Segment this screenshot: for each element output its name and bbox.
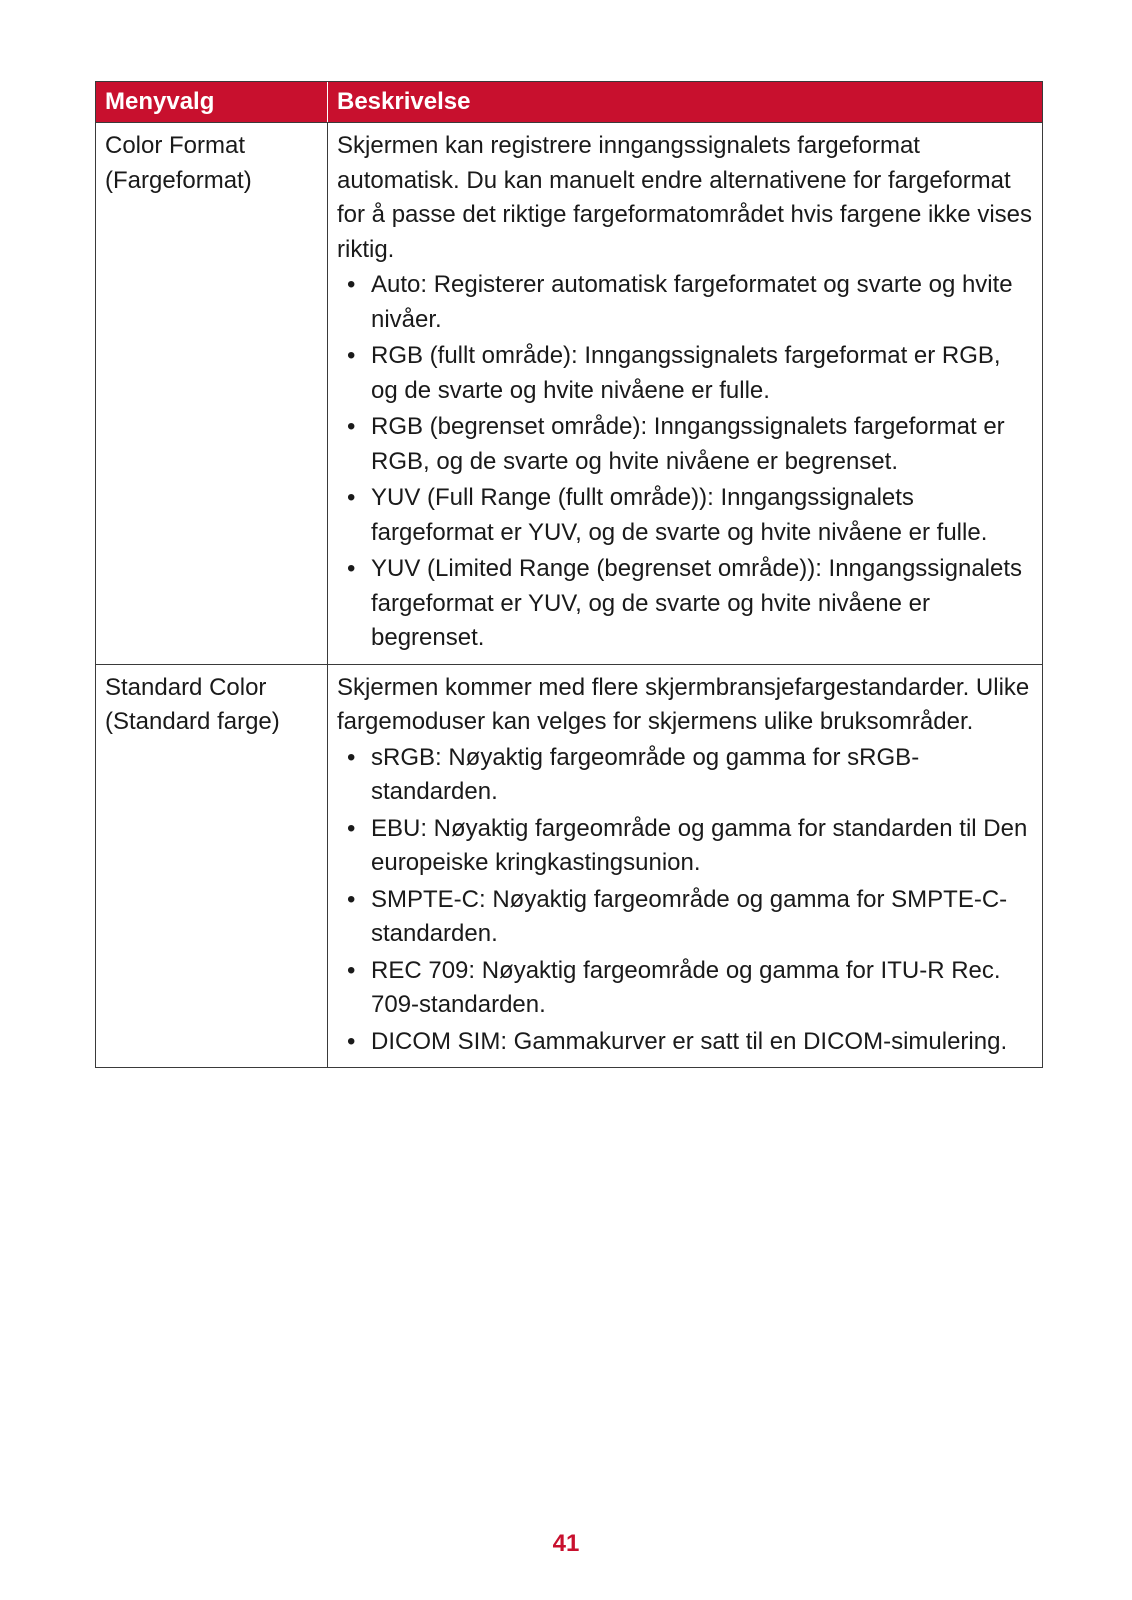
- menu-name: Standard Color: [105, 673, 267, 701]
- list-item: • REC 709: Nøyaktig fargeområde og gamma for ITU-R Rec. 709-standarden.: [337, 954, 1033, 1023]
- bullet: •: [347, 555, 356, 582]
- bullet: •: [347, 743, 356, 771]
- menu-name: Color Format: [105, 132, 246, 159]
- table-row-standard-color: [96, 664, 1042, 1068]
- list-item: • Auto: Registerer automatisk fargeformatet og svarte og hvite nivåer.: [337, 268, 1033, 337]
- page-number: 41: [552, 1530, 580, 1557]
- option-list: [337, 268, 1033, 656]
- list-item: • SMPTE-C: Nøyaktig fargeområde og gamma for SMPTE-C-standarden.: [337, 883, 1033, 952]
- list-item: • DICOM SIM: Gammakurver er satt til en DICOM-simulering.: [337, 1025, 1033, 1060]
- menu-cell: [96, 123, 328, 664]
- list-item: • RGB (fullt område): Inngangssignalets fargeformat er RGB, og de svarte og hvite nivåene er fulle.: [337, 339, 1033, 408]
- bullet: •: [347, 956, 356, 984]
- description-intro: Skjermen kan registrere inngangssignalets fargeformat automatisk. Du kan manuelt endre alternativene for fargeformat for å passe det riktige fargeformatområdet hvis fargene ikke vises riktig.: [337, 132, 1032, 263]
- bullet: •: [347, 342, 356, 369]
- list-item: • sRGB: Nøyaktig fargeområde og gamma for sRGB-standarden.: [337, 741, 1033, 810]
- header-menu: Menyvalg: [96, 82, 328, 122]
- bullet: •: [347, 413, 356, 440]
- option-list: [337, 741, 1033, 1060]
- description-intro: Skjermen kommer med flere skjermbransjefargestandarder. Ulike fargemoduser kan velges for skjermens ulike bruksområder.: [337, 673, 1030, 735]
- menu-name-translation: (Fargeformat): [105, 166, 252, 194]
- description-cell: [328, 123, 1042, 664]
- bullet: •: [347, 885, 356, 913]
- menu-name-translation: (Standard farge): [105, 708, 280, 735]
- table-header-row: [96, 82, 1042, 122]
- list-item: • YUV (Full Range (fullt område)): Inngangssignalets fargeformat er YUV, og de svarte og hvite nivåene er fulle.: [337, 481, 1033, 550]
- description-cell: [328, 665, 1042, 1068]
- list-item: • EBU: Nøyaktig fargeområde og gamma for standarden til Den europeiske kringkastingsunion.: [337, 812, 1033, 881]
- header-description: Beskrivelse: [337, 88, 471, 115]
- list-item: • RGB (begrenset område): Inngangssignalets fargeformat er RGB, og de svarte og hvite nivåene er begrenset.: [337, 410, 1033, 479]
- bullet: •: [347, 484, 356, 511]
- table-row-color-format: [96, 122, 1042, 664]
- menu-cell: [96, 665, 328, 1068]
- bullet: •: [347, 271, 356, 298]
- bullet: •: [347, 1027, 356, 1055]
- list-item: • YUV (Limited Range (begrenset område)): Inngangssignalets fargeformat er YUV, og de svarte og hvite nivåene er begrenset.: [337, 552, 1033, 656]
- menu-table: [95, 81, 1043, 1068]
- bullet: •: [347, 814, 356, 842]
